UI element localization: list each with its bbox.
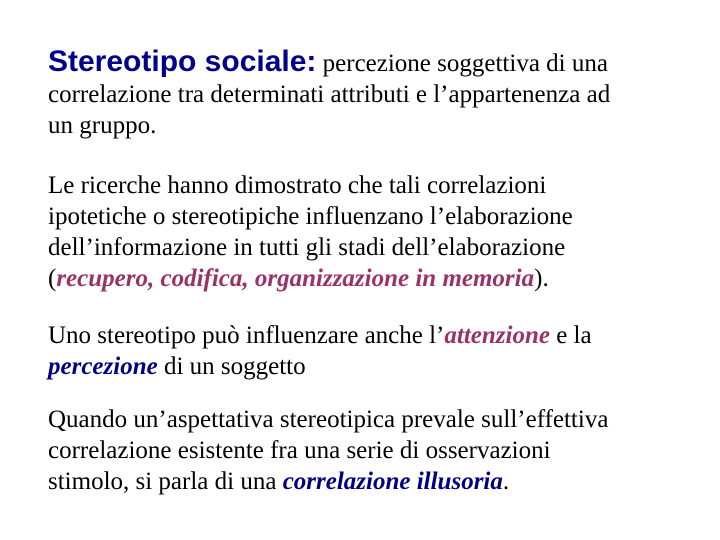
definition-text-line3: un gruppo. [48,112,157,139]
illusory-line2: correlazione esistente fra una serie di osservazioni [48,437,551,464]
attention-line1-end: e la [549,322,592,349]
definition-paragraph [48,46,610,141]
research-close: ). [534,265,549,292]
illusory-emphasis: correlazione illusoria [282,468,503,495]
attention-paragraph [48,320,592,382]
illusory-line3-start: stimolo, si parla di una [48,468,283,495]
definition-term: Stereotipo sociale: [48,45,317,78]
research-line2: ipotetiche o stereotipiche influenzano l’elaborazione [48,203,573,230]
definition-text-line1: percezione soggettiva di una [316,50,608,77]
research-open-paren: ( [48,265,57,292]
illusory-line1: Quando un’aspettativa stereotipica prevale sull’effettiva [48,406,609,433]
definition-text-line2: correlazione tra determinati attributi e l’appartenenza ad [48,81,611,108]
attention-line1-start: Uno stereotipo può influenzare anche l’ [48,322,445,349]
attention-line2-end: di un soggetto [157,353,306,380]
perception-emphasis: percezione [48,353,158,380]
research-emphasis: recupero, codifica, organizzazione in memoria [56,265,535,292]
attention-emphasis: attenzione [444,322,550,349]
research-line3: dell’informazione in tutti gli stadi dell’elaborazione [48,234,566,261]
illusory-line3-end: . [502,468,510,495]
research-line1: Le ricerche hanno dimostrato che tali correlazioni [48,172,547,199]
illusory-correlation-paragraph [48,404,608,497]
research-paragraph [48,170,573,294]
